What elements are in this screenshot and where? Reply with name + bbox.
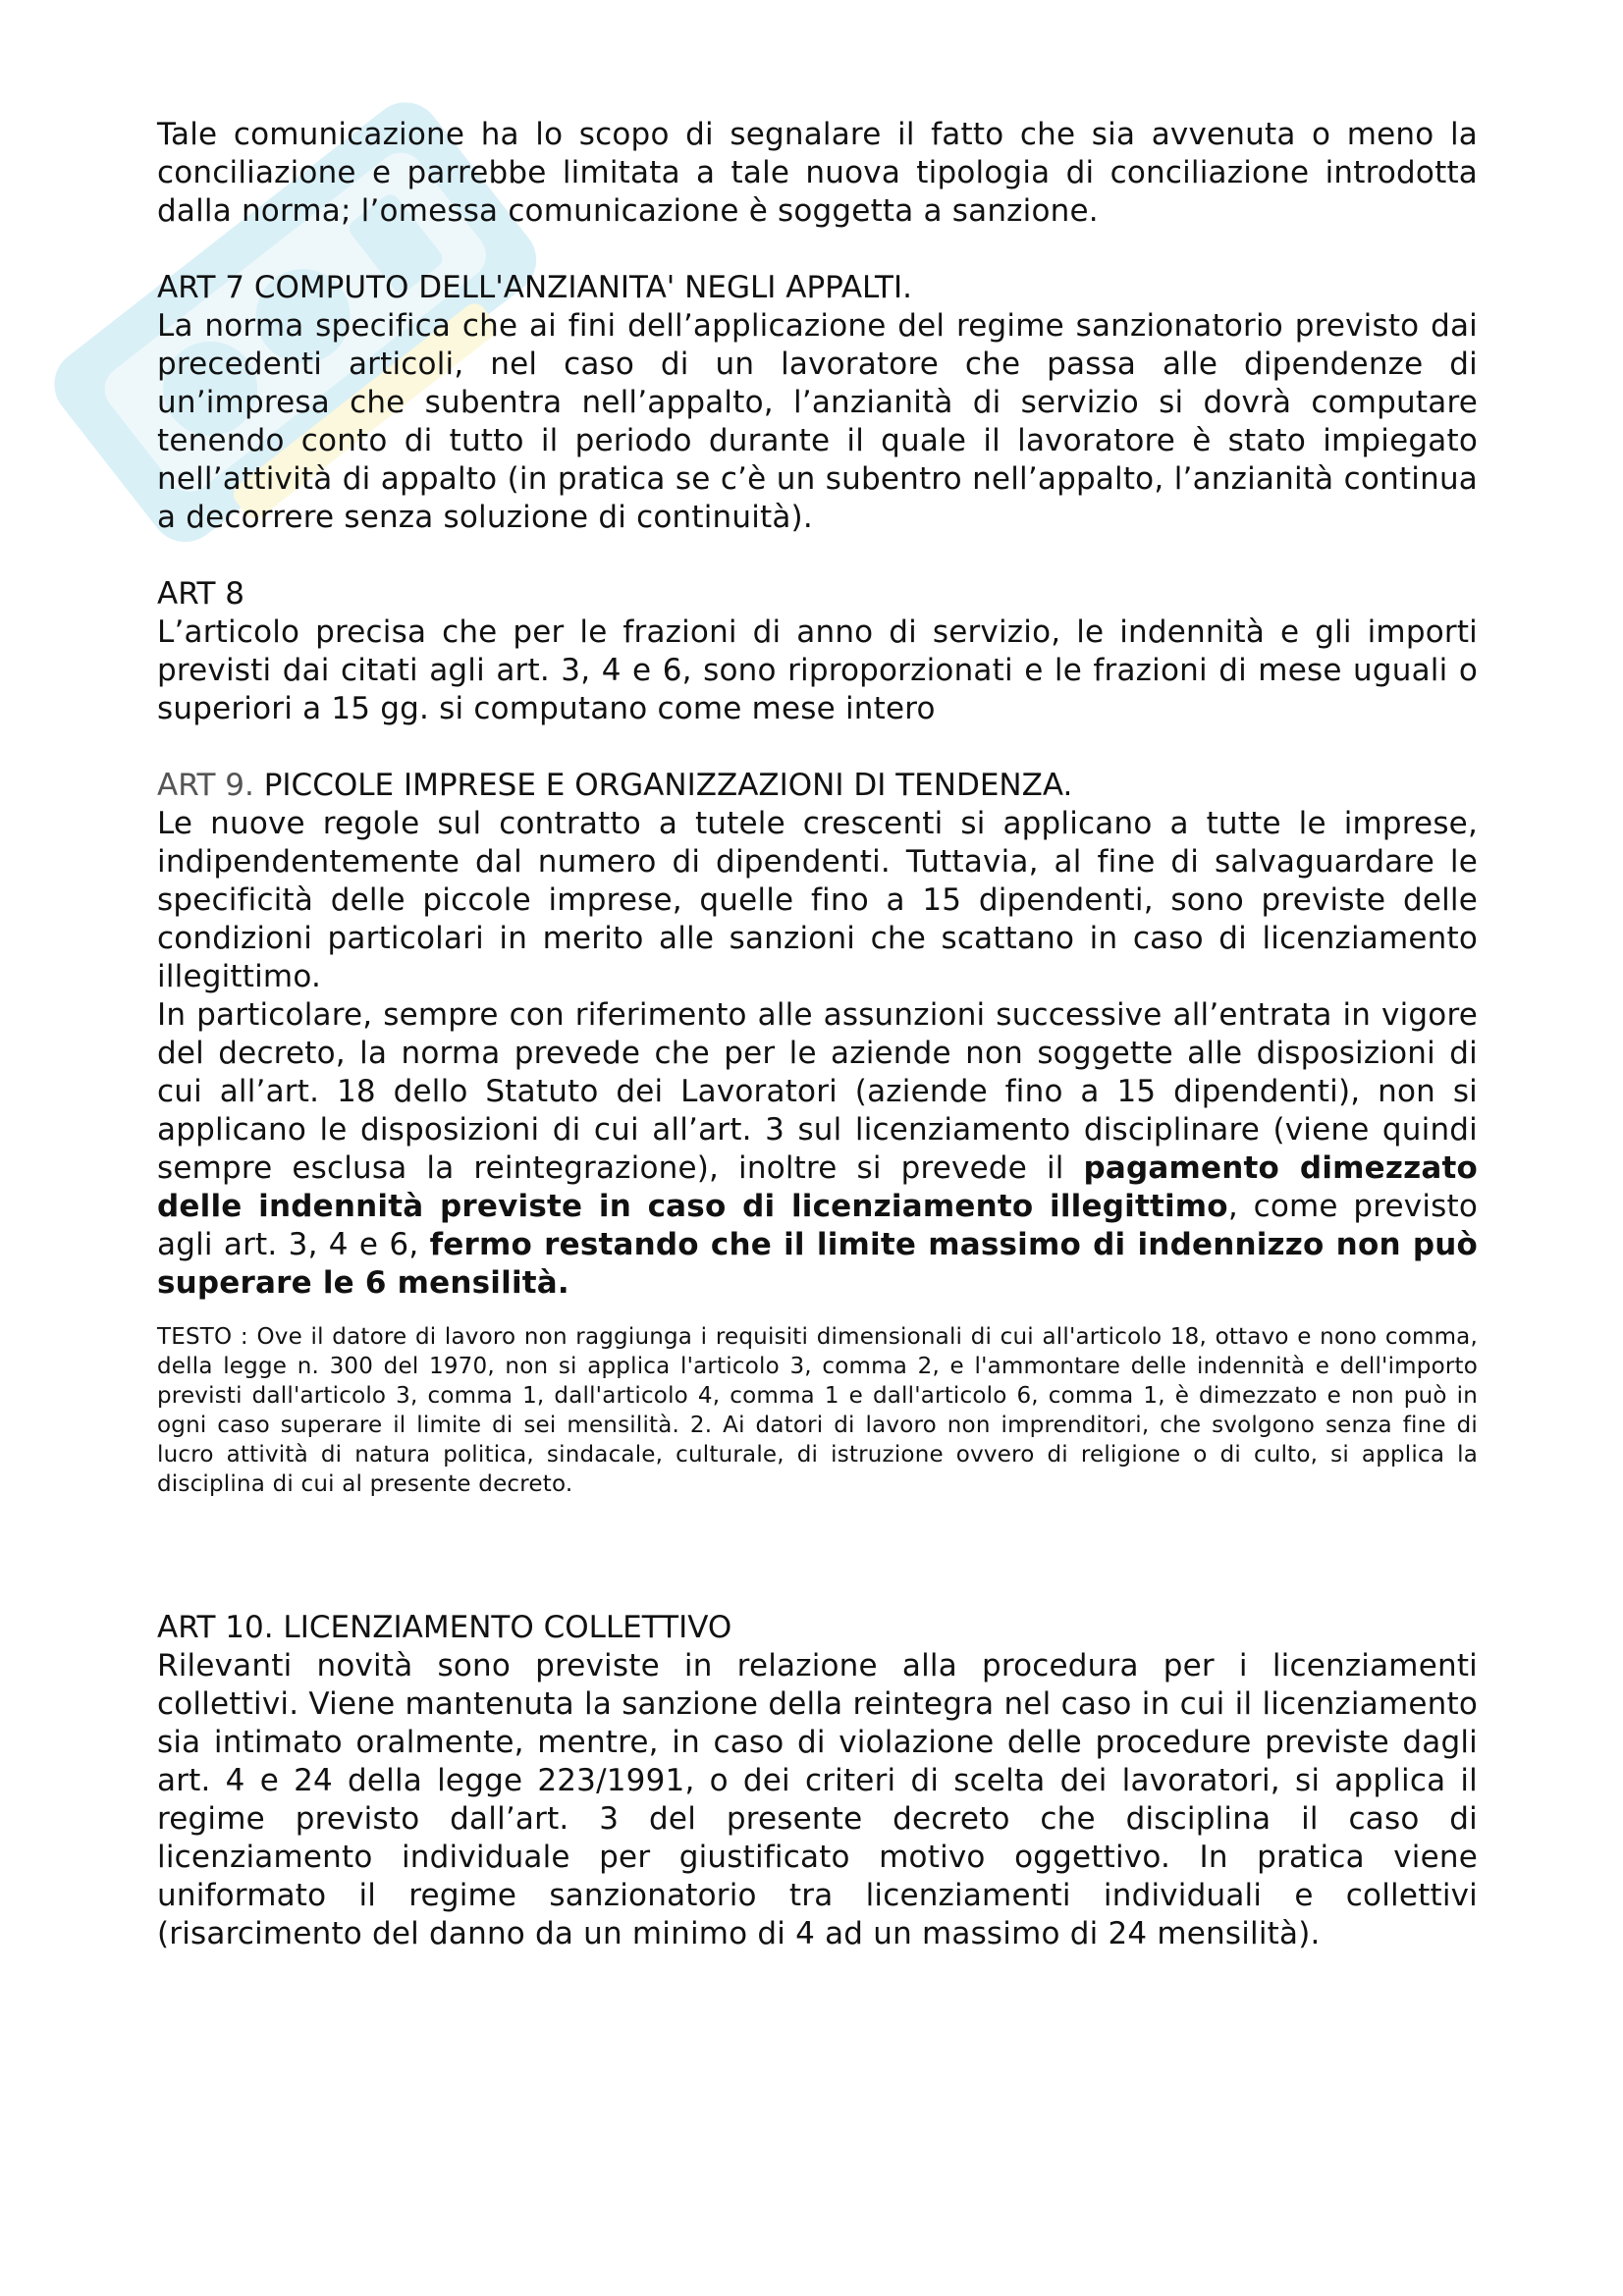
art9-bold-emphasis-1: pagamento dimezzato delle indennità previste in caso di licenziamento illegittimo	[157, 1150, 1478, 1224]
art10-paragraph: Rilevanti novità sono previste in relazione alla procedura per i licenziamenti collettivi. Viene mantenuta la sanzione della reintegra nel caso in cui il licenziamento sia intimato oralmente, mentre, in caso di violazione delle procedure previste dagli art. 4 e 24 della legge 223/1991, o dei criteri di scelta dei lavoratori, si applica il regime previsto dall’art. 3 del presente decreto che disciplina il caso di licenziamento individuale per giustificato motivo oggettivo. In pratica viene uniformato il regime sanzionatorio tra licenziamenti individuali e collettivi (risarcimento del danno da un minimo di 4 ad un massimo di 24 mensilità).	[157, 1648, 1478, 1951]
art9-heading	[157, 767, 1478, 805]
art8-heading: ART 8	[157, 576, 245, 612]
art9-bold-emphasis-2: fermo restando che il limite massimo di indennizzo non può superare le 6 mensilità.	[157, 1227, 1478, 1301]
art9-heading-prefix: ART 9.	[157, 768, 254, 803]
art10-heading: ART 10. LICENZIAMENTO COLLETTIVO	[157, 1610, 732, 1645]
art9-heading-title: PICCOLE IMPRESE E ORGANIZZAZIONI DI TENDENZA.	[253, 768, 1073, 803]
art9-paragraph-2-middle: , come previsto agli art. 3, 4 e 6,	[157, 1189, 1479, 1262]
art9-paragraph-2-start: In particolare, sempre con riferimento alle assunzioni successive all’entrata in vigore del decreto, la norma prevede che per le aziende non soggette alle disposizioni di cui all’art. 18 dello Statuto dei Lavoratori (aziende fino a 15 dipendenti), non si applicano le disposizioni di cui all’art. 3 sul licenziamento disciplinare (viene quindi sempre esclusa la reintegrazione), inoltre si prevede il	[157, 997, 1478, 1186]
art7-heading: ART 7 COMPUTO DELL'ANZIANITA' NEGLI APPALTI.	[157, 270, 912, 305]
art8-paragraph: L’articolo precisa che per le frazioni di anno di servizio, le indennità e gli importi previsti dai citati agli art. 3, 4 e 6, sono riproporzionati e le frazioni di mese uguali o superiori a 15 gg. si computano come mese intero	[157, 614, 1478, 726]
art9-paragraph-2	[157, 996, 1478, 1303]
document-page	[157, 116, 1478, 1953]
art7-paragraph: La norma specifica che ai fini dell’applicazione del regime sanzionatorio previsto dai precedenti articoli, nel caso di un lavoratore che passa alle dipendenze di un’impresa che subentra nell’appalto, l’anzianità di servizio si dovrà computare tenendo conto di tutto il periodo durante il quale il lavoratore è stato impiegato nell’attività di appalto (in pratica se c’è un subentro nell’appalto, l’anzianità continua a decorrere senza soluzione di continuità).	[157, 308, 1478, 535]
intro-paragraph: Tale comunicazione ha lo scopo di segnalare il fatto che sia avvenuta o meno la conciliazione e parrebbe limitata a tale nuova tipologia di conciliazione introdotta dalla norma; l’omessa comunicazione è soggetta a sanzione.	[157, 117, 1478, 229]
art9-legal-text: TESTO : Ove il datore di lavoro non raggiunga i requisiti dimensionali di cui all'articolo 18, ottavo e nono comma, della legge n. 300 del 1970, non si applica l'articolo 3, comma 2, e l'ammontare delle indennità e dell'importo previsti dall'articolo 3, comma 1, dall'articolo 4, comma 1 e dall'articolo 6, comma 1, è dimezzato e non può in ogni caso superare il limite di sei mensilità. 2. Ai datori di lavoro non imprenditori, che svolgono senza fine di lucro attività di natura politica, sindacale, culturale, di istruzione ovvero di religione o di culto, si applica la disciplina di cui al presente decreto.	[157, 1324, 1478, 1497]
art9-paragraph-1: Le nuove regole sul contratto a tutele crescenti si applicano a tutte le imprese, indipendentemente dal numero di dipendenti. Tuttavia, al fine di salvaguardare le specificità delle piccole imprese, quelle fino a 15 dipendenti, sono previste delle condizioni particolari in merito alle sanzioni che scattano in caso di licenziamento illegittimo.	[157, 806, 1478, 994]
